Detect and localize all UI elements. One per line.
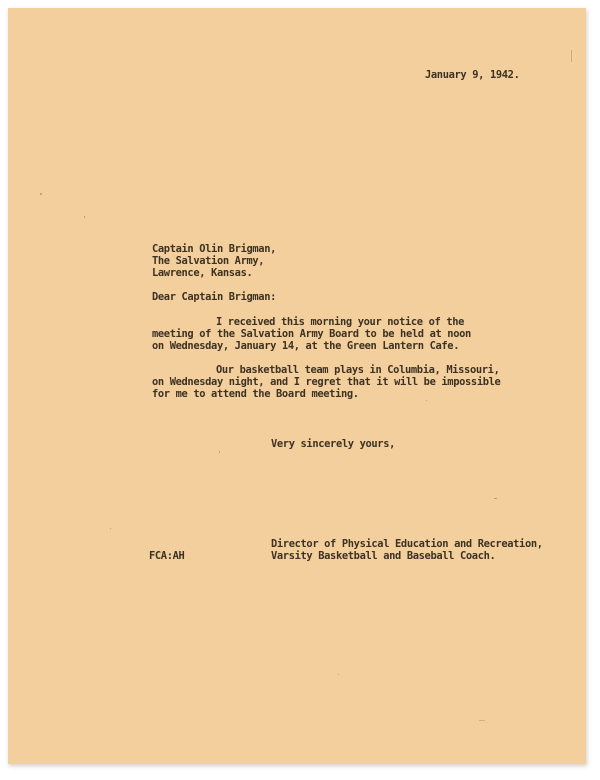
- reference-initials: FCA:AH: [149, 550, 185, 562]
- paper-speck: [40, 193, 42, 195]
- paper-speck: [84, 216, 85, 218]
- letter-date: January 9, 1942.: [425, 69, 520, 81]
- paragraph-line: Our basketball team plays in Columbia, Missouri,: [216, 364, 500, 376]
- paper-speck: [338, 674, 339, 675]
- title-line: Director of Physical Education and Recreation,: [271, 538, 543, 550]
- paper-speck: [494, 498, 497, 499]
- paper-speck: [426, 400, 427, 401]
- recipient-line: Lawrence, Kansas.: [152, 267, 253, 279]
- letter-page: [8, 8, 586, 764]
- paper-speck: [219, 451, 220, 453]
- salutation: Dear Captain Brigman:: [152, 291, 277, 303]
- recipient-line: The Salvation Army,: [152, 255, 265, 267]
- paper-speck: [110, 528, 111, 529]
- paragraph-line: meeting of the Salvation Army Board to be held at noon: [152, 328, 471, 340]
- paper-speck: [479, 720, 485, 721]
- closing: Very sincerely yours,: [271, 438, 396, 450]
- paragraph-line: on Wednesday night, and I regret that it will be impossible: [152, 376, 501, 388]
- recipient-line: Captain Olin Brigman,: [152, 243, 277, 255]
- paragraph-line: on Wednesday, January 14, at the Green Lantern Cafe.: [152, 340, 460, 352]
- title-line: Varsity Basketball and Baseball Coach.: [271, 550, 496, 562]
- paper-mark: [571, 50, 572, 62]
- paragraph-line: for me to attend the Board meeting.: [152, 388, 359, 400]
- paragraph-line: I received this morning your notice of the: [216, 316, 465, 328]
